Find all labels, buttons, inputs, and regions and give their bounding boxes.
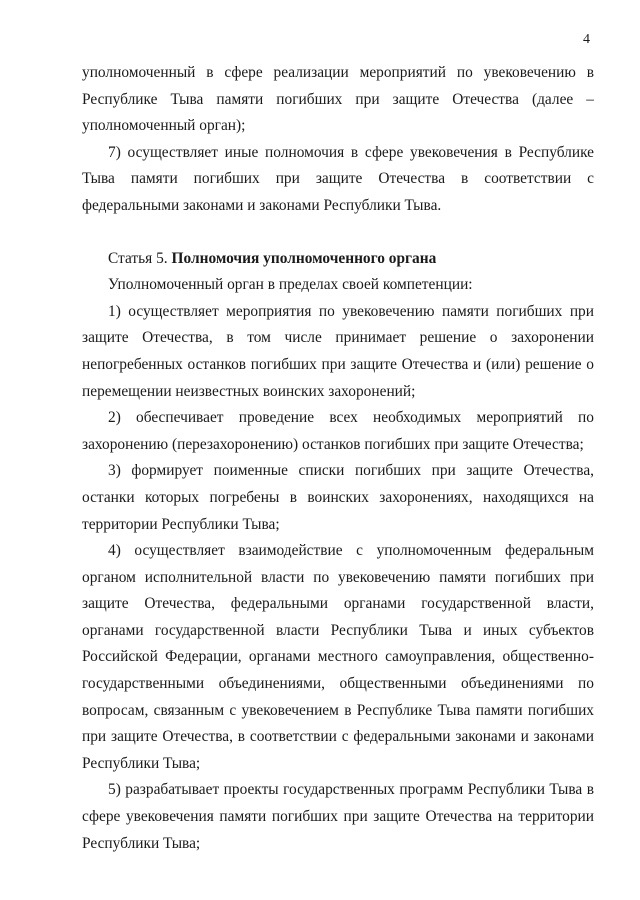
document-body <box>82 60 594 857</box>
article-item-3: 3) формирует поименные списки погибших при защите Отечества, останки которых погребены в воинских захоронениях, находящихся на территории Республики Тыва; <box>82 462 594 533</box>
paragraph-continuation: уполномоченный в сфере реализации мероприятий по увековечению в Республике Тыва памяти погибших при защите Отечества (далее – уполномоченный орган); <box>82 64 594 135</box>
page-number: 4 <box>583 32 590 47</box>
article-number: Статья 5. <box>108 249 172 267</box>
article-heading <box>82 246 594 273</box>
article-item-1: 1) осуществляет мероприятия по увековечению памяти погибших при защите Отечества, в том числе принимает решение о захоронении непогребенных останков погибших при защите Отечества и (или) решение о перемещении неизвестных воинских захоронений; <box>82 302 594 400</box>
article-item-4: 4) осуществляет взаимодействие с уполномоченным федеральным органом исполнительной власти по увековечению памяти погибших при защите Отечества, федеральными органами государственной власти, органами государственной власти Республики Тыва и иных субъектов Российской Федерации, органами местного самоуправления, общественно-государственными объединениями, общественными объединениями по вопросам, связанным с увековечением в Республике Тыва памяти погибших при защите Отечества, в соответствии с федеральными законами и законами Республики Тыва; <box>82 542 594 772</box>
article-title: Полномочия уполномоченного органа <box>171 249 437 267</box>
article-item-5: 5) разрабатывает проекты государственных программ Республики Тыва в сфере увековечения памяти погибших при защите Отечества на территории Республики Тыва; <box>82 781 594 852</box>
article-item-2: 2) обеспечивает проведение всех необходимых мероприятий по захоронению (перезахоронению) останков погибших при защите Отечества; <box>82 409 594 453</box>
paragraph-item-7: 7) осуществляет иные полномочия в сфере увековечения в Республике Тыва памяти погибших при защите Отечества в соответствии с федеральными законами и законами Республики Тыва. <box>82 143 594 214</box>
spacer <box>82 220 594 246</box>
article-intro: Уполномоченный орган в пределах своей компетенции: <box>108 276 473 294</box>
